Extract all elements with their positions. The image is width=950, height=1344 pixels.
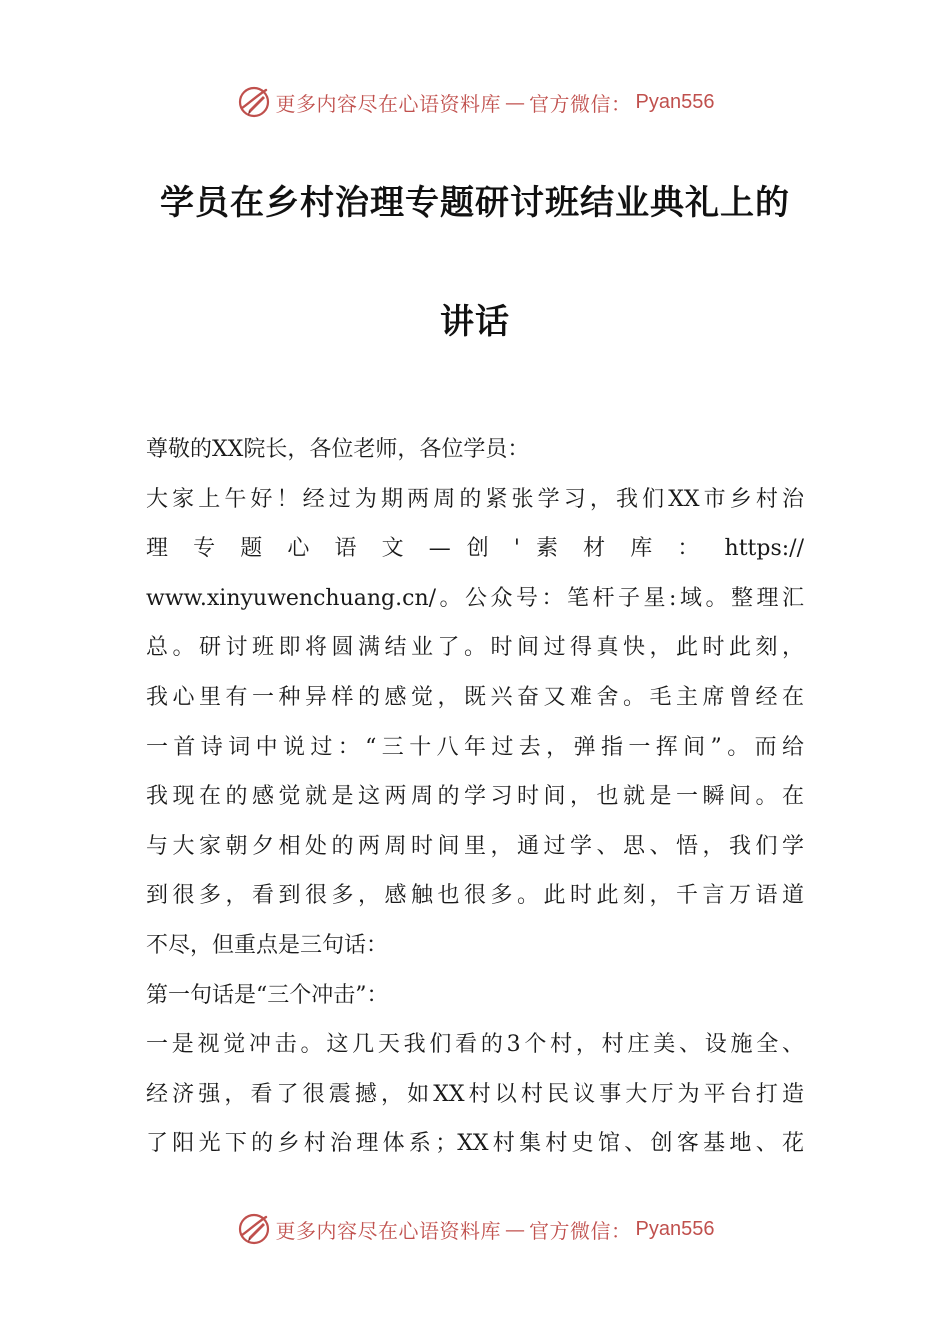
body-line: 我现在的感觉就是这两周的学习时间，也就是一瞬间。在 [146, 784, 804, 810]
body-line: 我心里有一种异样的感觉，既兴奋又难舍。毛主席曾经在 [146, 684, 804, 710]
header-banner-text: 更多内容尽在心语资料库 [275, 91, 502, 116]
body-line: 与大家朝夕相处的两周时间里，通过学、思、悟，我们学 [146, 833, 804, 859]
header-banner-label: 官方微信： [529, 91, 632, 116]
body-line: 一首诗词中说过：“三十八年过去，弹指一挥间”。而给 [146, 734, 804, 760]
header-watermark-banner [0, 82, 950, 122]
pen-logo-icon [236, 84, 272, 120]
body-line: 一是视觉冲击。这几天我们看的3个村，村庄美、设施全、 [146, 1032, 804, 1058]
pen-logo-icon [236, 1211, 272, 1247]
header-banner-handle: Pyan556 [635, 90, 715, 113]
body-line: 总。研讨班即将圆满结业了。时间过得真快，此时此刻， [146, 635, 804, 661]
section-heading-line: 第一句话是“三个冲击”： [146, 982, 389, 1008]
body-line: 到很多，看到很多，感触也很多。此时此刻，千言万语道 [146, 883, 804, 909]
body-line: 了阳光下的乡村治理体系；XX村集村史馆、创客基地、花 [146, 1131, 804, 1157]
body-line: 理 专 题 心 语 文 — 创 ' 素 材 库 ： https:// [146, 536, 804, 562]
body-line: 大家上午好！经过为期两周的紧张学习，我们XX市乡村治 [146, 486, 804, 512]
document-title-line-2: 讲话 [440, 302, 510, 342]
body-line: 不尽，但重点是三句话： [146, 932, 389, 958]
document-title-line-1: 学员在乡村治理专题研讨班结业典礼上的 [160, 183, 790, 223]
body-line: 经济强，看了很震撼，如XX村以村民议事大厅为平台打造 [146, 1081, 804, 1107]
footer-banner-handle: Pyan556 [635, 1217, 715, 1240]
footer-banner-label: 官方微信： [529, 1218, 632, 1243]
document-body [146, 425, 804, 1169]
footer-watermark-banner [0, 1209, 950, 1249]
body-line-salutation: 尊敬的XX院长，各位老师，各位学员： [146, 437, 530, 462]
footer-banner-text: 更多内容尽在心语资料库 [275, 1218, 502, 1243]
footer-banner-separator: — [505, 1217, 526, 1241]
header-banner-separator: — [505, 90, 526, 114]
body-line: www.xinyuwenchuang.cn/。公众号：笔杆子星:域。整理汇 [146, 585, 804, 611]
